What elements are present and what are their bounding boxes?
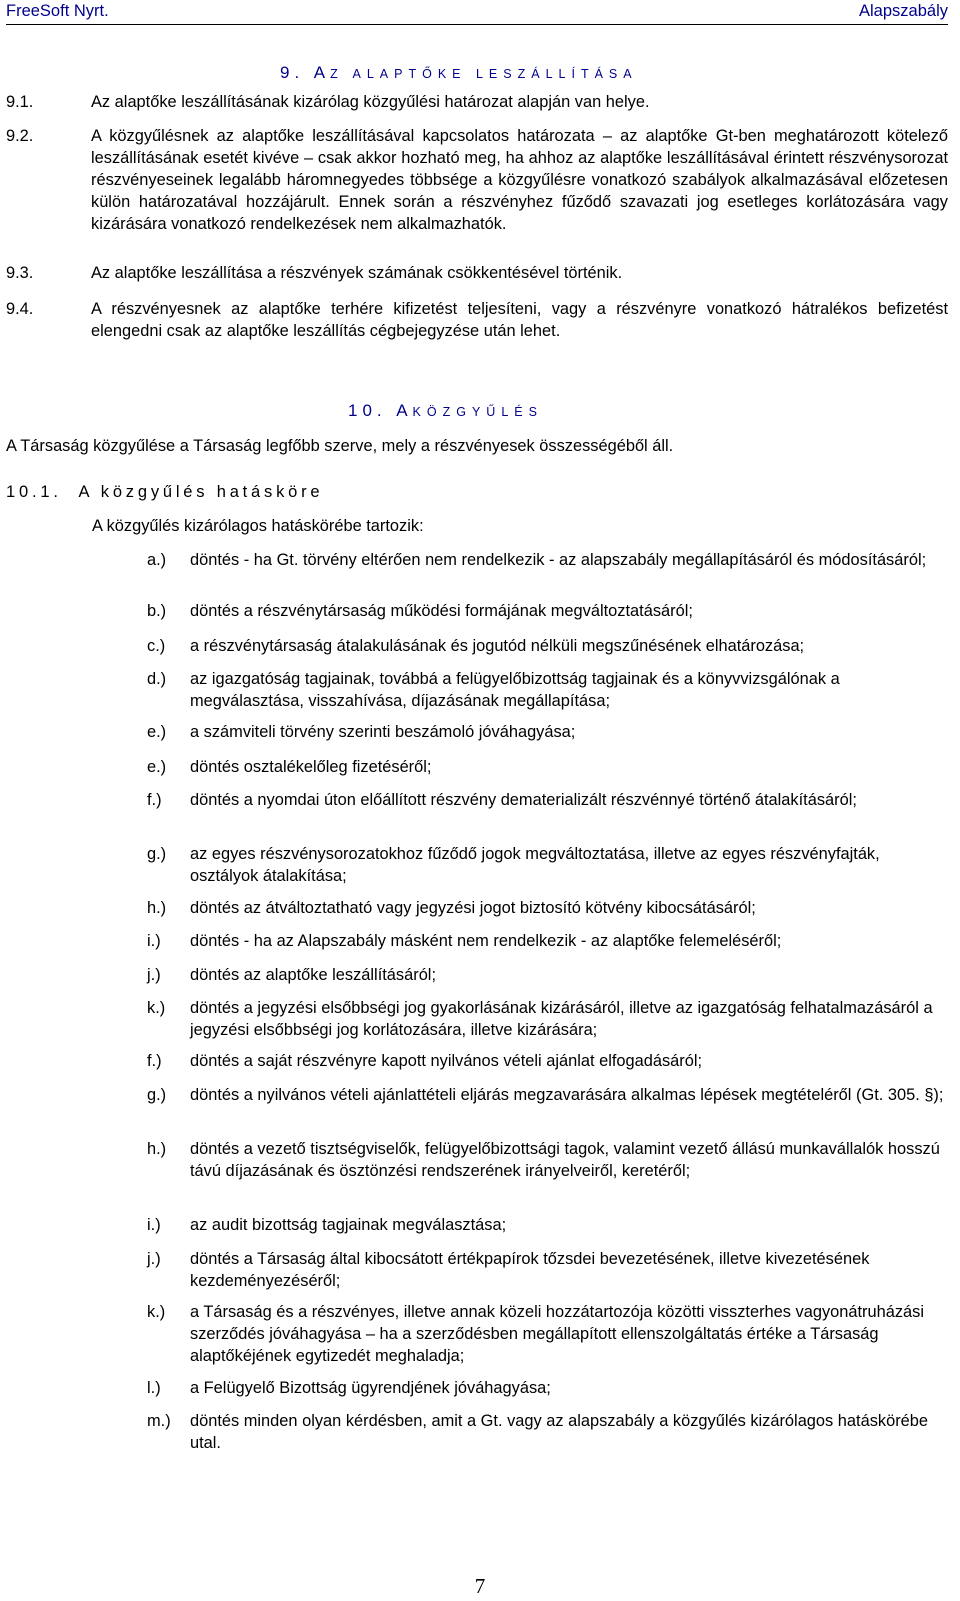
list-item: [147, 843, 946, 887]
list-item-text: döntés a jegyzési elsőbbségi jog gyakorlásának kizárásáról, illetve az igazgatóság felhatalmazásáról a jegyzési elsőbbségi jog korlátozására, illetve kizárására;: [190, 999, 933, 1039]
list-item: [147, 789, 946, 811]
list-item-label: j.): [147, 966, 161, 984]
paragraph-text: A közgyűlésnek az alaptőke leszállításával kapcsolatos határozata – az alaptőke Gt-ben meghatározott kötelező leszállításának esetét kivéve – csak akkor hozható meg, ha ahhoz az alaptőke leszállításával érintett részvénysorozat részvényeseinek legalább háromnegyedes többsége a közgyűlésre vonatkozó szabályok alkalmazásával előzetesen külön határozatával hozzájárult. Ennek során a részvényhez fűződő szavazati jog esetleges korlátozására vagy kizárására vonatkozó rendelkezések nem alkalmazhatók.: [91, 127, 948, 233]
list-item-label: i.): [147, 1216, 161, 1234]
list-item-text: döntés a saját részvényre kapott nyilvános vételi ajánlat elfogadásáról;: [190, 1052, 703, 1070]
list-item-label: e.): [147, 758, 167, 776]
list-item-label: b.): [147, 602, 167, 620]
list-item: [147, 930, 946, 952]
list-item: [147, 897, 946, 919]
paragraph-number: 9.1.: [6, 93, 34, 111]
header-company: FreeSoft Nyrt.: [6, 2, 109, 20]
list-item: [147, 964, 946, 986]
list-item-label: g.): [147, 1086, 167, 1104]
paragraph-text: A részvényesnek az alaptőke terhére kifizetést teljesíteni, vagy a részvényre vonatkozó hátralékos befizetést elengedni csak az alaptőke leszállítás cégbejegyzése után lehet.: [91, 300, 948, 340]
list-item: [147, 1084, 946, 1106]
list-item: [147, 756, 946, 778]
list-item-text: döntés osztalékelőleg fizetéséről;: [190, 758, 432, 776]
list-item: [147, 1138, 946, 1182]
page-number: 7: [474, 1574, 486, 1598]
paragraph-number: 9.4.: [6, 300, 34, 318]
list-item-text: döntés az alaptőke leszállításáról;: [190, 966, 437, 984]
list-item-text: döntés minden olyan kérdésben, amit a Gt. vagy az alapszabály a közgyűlés kizárólagos hatáskörébe utal.: [190, 1412, 929, 1452]
paragraph-number: 9.2.: [6, 127, 34, 145]
list-item-text: döntés - ha Gt. törvény eltérően nem rendelkezik - az alapszabály megállapításáról és módosításáról;: [190, 551, 927, 569]
list-item-text: döntés a nyomdai úton előállított részvény dematerializált részvénnyé történő átalakításáról;: [190, 791, 857, 809]
list-item-label: f.): [147, 791, 162, 809]
list-item: [147, 1301, 946, 1367]
list-item-text: az audit bizottság tagjainak megválasztása;: [190, 1216, 507, 1234]
list-item-text: az igazgatóság tagjainak, továbbá a felügyelőbizottság tagjainak és a könyvvizsgálónak a megválasztása, visszahívása, díjazásának megállapítása;: [190, 670, 840, 710]
paragraph-text: Az alaptőke leszállítása a részvények számának csökkentésével történik.: [91, 264, 623, 282]
list-item-label: f.): [147, 1052, 162, 1070]
list-intro: A közgyűlés kizárólagos hatáskörébe tartozik:: [92, 517, 424, 535]
subsection-heading: A közgyűlés hatásköre: [78, 483, 324, 501]
paragraph-9-3: [6, 262, 948, 284]
list-item-label: g.): [147, 845, 167, 863]
list-item-text: döntés a nyilvános vételi ajánlattételi eljárás megzavarására alkalmas lépések megtételéről (Gt. 305. §);: [190, 1086, 944, 1104]
list-item-label: e.): [147, 723, 167, 741]
section-10-initial: A: [396, 401, 413, 420]
paragraph-9-4: [6, 298, 948, 342]
list-item-label: l.): [147, 1379, 161, 1397]
list-item: [147, 635, 946, 657]
section-10-number: 10.: [348, 401, 387, 420]
list-item: [147, 1214, 946, 1236]
list-item: [147, 668, 946, 712]
list-item: [147, 600, 946, 622]
list-item-text: döntés - ha az Alapszabály másként nem rendelkezik - az alaptőke felemeléséről;: [190, 932, 782, 950]
list-item-text: a részvénytársaság átalakulásának és jogutód nélküli megszűnésének elhatározása;: [190, 637, 805, 655]
paragraph-9-1: [6, 91, 948, 113]
list-item: [147, 549, 946, 571]
list-item: [147, 997, 946, 1041]
list-item-text: az egyes részvénysorozatokhoz fűződő jogok megváltoztatása, illetve az egyes részvényfajták, osztályok átalakítása;: [190, 845, 880, 885]
section-9-title: [280, 62, 638, 85]
section-9-number: 9.: [280, 63, 305, 82]
list-item: [147, 1410, 946, 1454]
list-item-label: k.): [147, 1303, 166, 1321]
list-item: [147, 1377, 946, 1399]
list-item-label: m.): [147, 1412, 171, 1430]
list-item: [147, 1248, 946, 1292]
subsection-number: 10.1.: [6, 483, 62, 501]
list-item-label: a.): [147, 551, 167, 569]
list-item-label: d.): [147, 670, 167, 688]
subsection-10-1-title: [6, 481, 323, 503]
list-item-text: döntés az átváltoztatható vagy jegyzési jogot biztosító kötvény kibocsátásáról;: [190, 899, 756, 917]
list-item-label: j.): [147, 1250, 161, 1268]
section-9-title-rest: Z ALAPTŐKE LESZÁLLÍTÁSA: [330, 67, 638, 81]
paragraph-9-2: [6, 125, 948, 235]
list-item-text: a számviteli törvény szerinti beszámoló jóváhagyása;: [190, 723, 576, 741]
list-item-label: h.): [147, 899, 167, 917]
section-10-title-rest: KÖZGYŰLÉS: [412, 405, 543, 419]
list-item-text: döntés a Társaság által kibocsátott értékpapírok tőzsdei bevezetésének, illetve kivezetésének kezdeményezéséről;: [190, 1250, 870, 1290]
section-10-title: [348, 400, 543, 423]
list-item-text: döntés a vezető tisztségviselők, felügyelőbizottsági tagok, valamint vezető állású munkavállalók hosszú távú díjazásának és ösztönzési rendszerének irányelveiről, keretéről;: [190, 1140, 940, 1180]
paragraph-text: Az alaptőke leszállításának kizárólag közgyűlési határozat alapján van helye.: [91, 93, 650, 111]
page-header: [0, 0, 960, 26]
section-9-initial: A: [313, 63, 331, 82]
list-item-text: döntés a részvénytársaság működési formájának megváltoztatásáról;: [190, 602, 693, 620]
header-rule: [6, 24, 948, 25]
section-10-intro: A Társaság közgyűlése a Társaság legfőbb szerve, mely a részvényesek összességéből áll.: [6, 437, 674, 455]
list-item-text: a Társaság és a részvényes, illetve annak közeli hozzátartozója közötti visszterhes vagyonátruházási szerződés jóváhagyása – ha a szerződésben megállapított ellenszolgáltatás értéke a Társaság alaptőkéjének egytizedét meghaladja;: [190, 1303, 925, 1365]
list-item-text: a Felügyelő Bizottság ügyrendjének jóváhagyása;: [190, 1379, 551, 1397]
list-item-label: h.): [147, 1140, 167, 1158]
list-item-label: k.): [147, 999, 166, 1017]
header-doc-title: Alapszabály: [859, 2, 948, 20]
paragraph-number: 9.3.: [6, 264, 34, 282]
list-item-label: i.): [147, 932, 161, 950]
list-item-label: c.): [147, 637, 166, 655]
list-item: [147, 1050, 946, 1072]
list-item: [147, 721, 946, 743]
